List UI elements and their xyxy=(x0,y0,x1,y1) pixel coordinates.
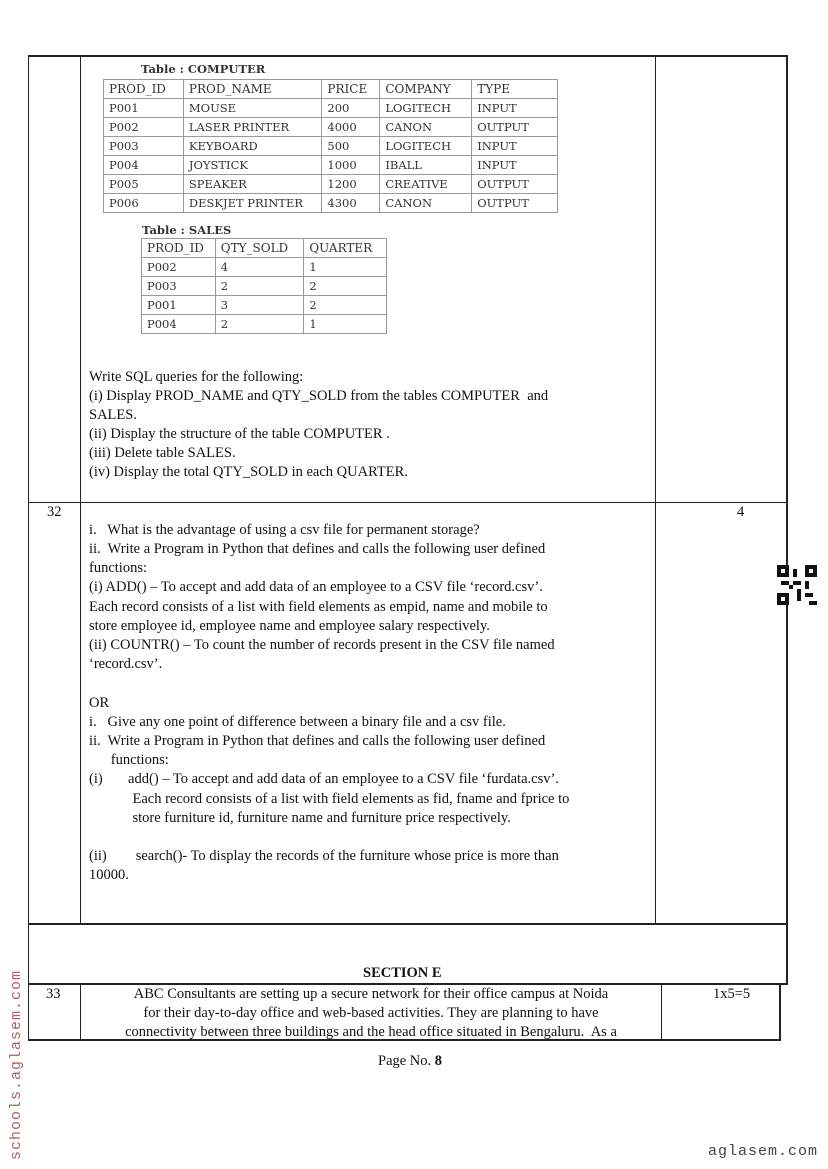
table-border xyxy=(786,55,788,985)
column-header: TYPE xyxy=(472,80,558,99)
text-line: (i) add() – To accept and add data of an employee to a CSV file ‘furdata.csv’. xyxy=(89,771,559,787)
table-cell: P001 xyxy=(142,296,216,315)
side-watermark: schools.aglasem.com xyxy=(8,969,25,1160)
text-line: OR xyxy=(89,695,110,711)
table-cell: INPUT xyxy=(472,156,558,175)
table-cell: MOUSE xyxy=(183,99,322,118)
table-cell: OUTPUT xyxy=(472,118,558,137)
column-header: PROD_NAME xyxy=(183,80,322,99)
table-row xyxy=(142,258,387,277)
text-line: functions: xyxy=(89,752,169,768)
table-cell: LASER PRINTER xyxy=(183,118,322,137)
table-cell: CANON xyxy=(380,118,472,137)
table-cell: 2 xyxy=(215,315,304,334)
table-border xyxy=(661,984,662,1040)
table-row xyxy=(104,118,558,137)
table-cell: 2 xyxy=(215,277,304,296)
table-cell: DESKJET PRINTER xyxy=(183,194,322,213)
table-cell: INPUT xyxy=(472,99,558,118)
text-line: (i) ADD() – To accept and add data of an employee to a CSV file ‘record.csv’. xyxy=(89,579,543,595)
table-cell: P005 xyxy=(104,175,184,194)
table-row xyxy=(104,156,558,175)
table-border xyxy=(655,55,656,924)
computer-table-caption: Table : COMPUTER xyxy=(141,62,266,76)
table-cell: 3 xyxy=(215,296,304,315)
text-line: store furniture id, furniture name and furniture price respectively. xyxy=(89,810,511,826)
page-number xyxy=(378,1052,442,1071)
text-line: (ii) COUNTR() – To count the number of records present in the CSV file named xyxy=(89,637,555,653)
column-header: COMPANY xyxy=(380,80,472,99)
page-label: Page No. xyxy=(378,1053,432,1069)
table-row xyxy=(142,315,387,334)
text-line: connectivity between three buildings and the head office situated in Bengaluru. As a xyxy=(125,1024,617,1040)
column-header: QUARTER xyxy=(304,239,387,258)
text-line: ii. Write a Program in Python that defines and calls the following user defined xyxy=(89,541,546,557)
text-line: (iii) Delete table SALES. xyxy=(89,445,236,461)
text-line: (ii) Display the structure of the table COMPUTER . xyxy=(89,426,390,442)
table-cell: LOGITECH xyxy=(380,99,472,118)
table-cell: P002 xyxy=(142,258,216,277)
table-header-row xyxy=(104,80,558,99)
question-33-text xyxy=(81,985,661,1042)
table-cell: 2 xyxy=(304,296,387,315)
table-cell: 1 xyxy=(304,315,387,334)
column-header: QTY_SOLD xyxy=(215,239,304,258)
column-header: PROD_ID xyxy=(142,239,216,258)
qr-code-icon xyxy=(777,565,817,605)
text-line: 10000. xyxy=(89,867,129,883)
page-number-value: 8 xyxy=(434,1053,443,1069)
table-cell: P004 xyxy=(104,156,184,175)
table-cell: 1200 xyxy=(322,175,380,194)
sales-table-caption: Table : SALES xyxy=(142,223,232,237)
table-row xyxy=(142,277,387,296)
table-header-row xyxy=(142,239,387,258)
table-border xyxy=(28,55,788,57)
text-line: functions: xyxy=(89,560,147,576)
text-line: SALES. xyxy=(89,407,137,423)
table-cell: 4000 xyxy=(322,118,380,137)
text-line: i. What is the advantage of using a csv file for permanent storage? xyxy=(89,522,480,538)
question-number: 33 xyxy=(46,986,61,1002)
text-line: Each record consists of a list with field elements as empid, name and mobile to xyxy=(89,599,548,615)
table-border xyxy=(779,984,781,1040)
table-cell: IBALL xyxy=(380,156,472,175)
table-row xyxy=(104,99,558,118)
table-row xyxy=(142,296,387,315)
table-cell: KEYBOARD xyxy=(183,137,322,156)
table-cell: INPUT xyxy=(472,137,558,156)
table-cell: OUTPUT xyxy=(472,194,558,213)
text-line: ABC Consultants are setting up a secure network for their office campus at Noida xyxy=(133,986,609,1002)
table-cell: 4 xyxy=(215,258,304,277)
question-marks: 1x5=5 xyxy=(713,986,751,1002)
table-cell: SPEAKER xyxy=(183,175,322,194)
text-line: (iv) Display the total QTY_SOLD in each QUARTER. xyxy=(89,464,408,480)
table-cell: P003 xyxy=(104,137,184,156)
text-line: for their day-to-day office and web-based activities. They are planning to have xyxy=(143,1005,599,1021)
column-header: PROD_ID xyxy=(104,80,184,99)
table-border xyxy=(80,55,81,924)
text-line: (i) Display PROD_NAME and QTY_SOLD from the tables COMPUTER and xyxy=(89,388,549,404)
corner-watermark: aglasem.com xyxy=(708,1143,819,1160)
column-header: PRICE xyxy=(322,80,380,99)
sales-table xyxy=(141,238,387,334)
table-cell: 500 xyxy=(322,137,380,156)
text-line: i. Give any one point of difference between a binary file and a csv file. xyxy=(89,714,506,730)
table-border xyxy=(28,502,788,503)
table-cell: P004 xyxy=(142,315,216,334)
text-line: (ii) search()- To display the records of the furniture whose price is more than xyxy=(89,848,559,864)
table-row xyxy=(104,175,558,194)
text-line: Write SQL queries for the following: xyxy=(89,369,304,385)
table-cell: JOYSTICK xyxy=(183,156,322,175)
table-cell: 2 xyxy=(304,277,387,296)
table-cell: P001 xyxy=(104,99,184,118)
text-line: store employee id, employee name and employee salary respectively. xyxy=(89,618,490,634)
table-row xyxy=(104,137,558,156)
table-cell: CREATIVE xyxy=(380,175,472,194)
table-cell: CANON xyxy=(380,194,472,213)
table-row xyxy=(104,194,558,213)
table-cell: P006 xyxy=(104,194,184,213)
table-cell: 1000 xyxy=(322,156,380,175)
table-cell: 1 xyxy=(304,258,387,277)
table-cell: 4300 xyxy=(322,194,380,213)
text-line: Each record consists of a list with field elements as fid, fname and fprice to xyxy=(89,791,570,807)
table-cell: 200 xyxy=(322,99,380,118)
text-line: ii. Write a Program in Python that defines and calls the following user defined xyxy=(89,733,546,749)
table-border xyxy=(28,55,29,1040)
table-cell: LOGITECH xyxy=(380,137,472,156)
text-line: ‘record.csv’. xyxy=(89,656,163,672)
question-number: 32 xyxy=(47,504,62,520)
section-heading: SECTION E xyxy=(363,965,442,981)
table-cell: P002 xyxy=(104,118,184,137)
table-cell: P003 xyxy=(142,277,216,296)
table-border xyxy=(28,923,788,925)
computer-table xyxy=(103,79,558,213)
table-cell: OUTPUT xyxy=(472,175,558,194)
question-marks: 4 xyxy=(737,504,745,520)
